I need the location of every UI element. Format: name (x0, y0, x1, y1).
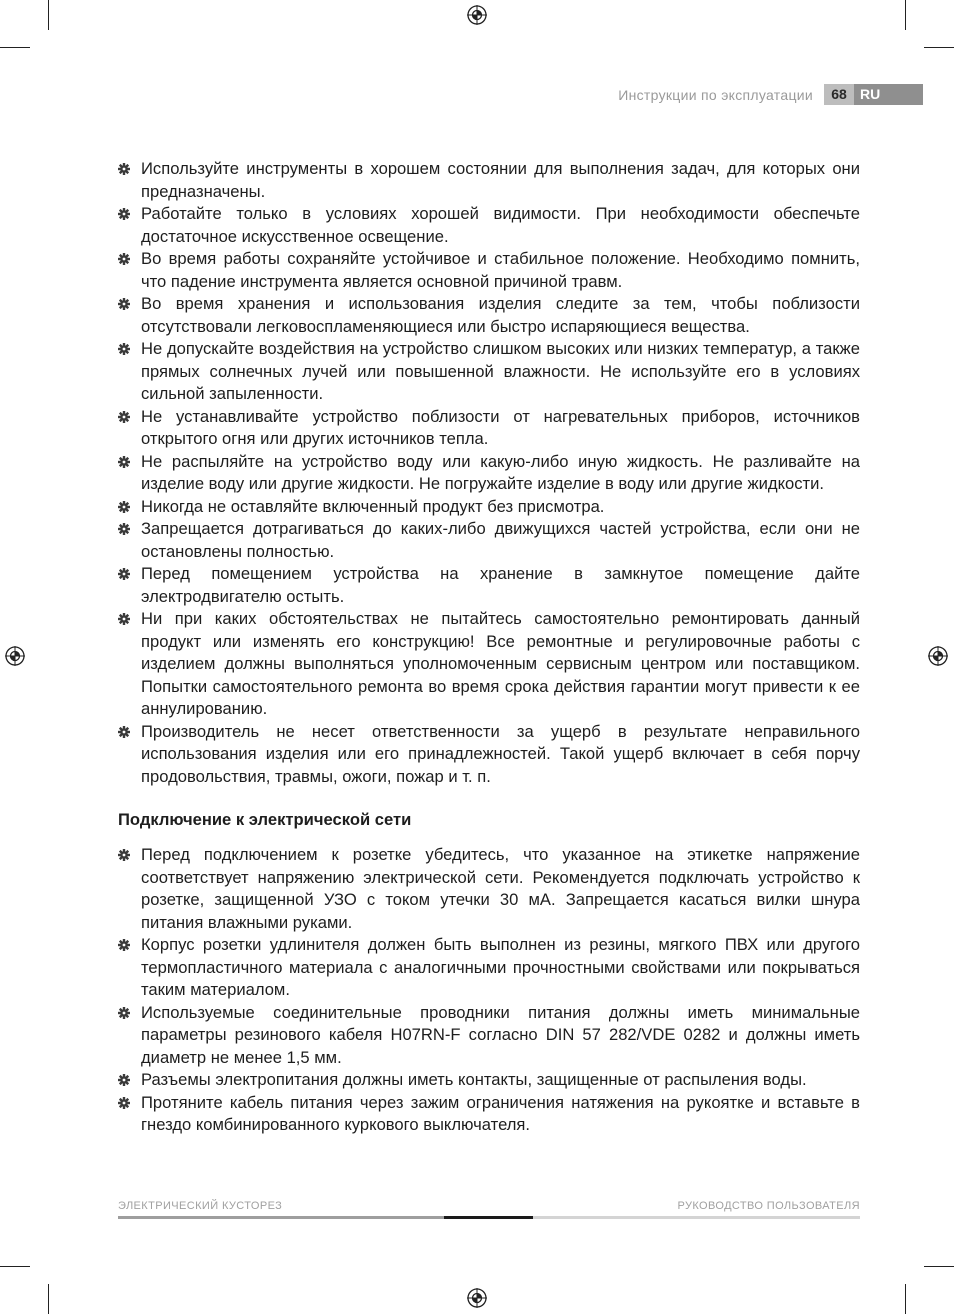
safety-list (118, 158, 860, 788)
list-item (118, 203, 860, 248)
crop-mark (0, 1266, 30, 1267)
list-item-text: Ни при каких обстоятельствах не пытайтесь самостоятельно ремонтировать данный продукт или изменять его конструкцию! Все ремонтные и регулировочные работы с изделием должны выполняться уполномоченным сервисным центром или поставщиком. Попытки самостоятельного ремонта во время срока действия гарантии могут привести к ее аннулированию. (141, 609, 860, 718)
section-heading: Подключение к электрической сети (118, 810, 412, 829)
list-item-text: Работайте только в условиях хорошей видимости. При необходимости обеспечьте достаточное искусственное освещение. (141, 204, 860, 246)
list-item-text: Не допускайте воздействия на устройство слишком высоких или низких температур, а также прямых солнечных лучей или повышенной влажности. Не используйте его в условиях сильной запыленности. (141, 339, 860, 403)
crop-mark (48, 0, 49, 30)
list-item (118, 608, 860, 721)
page-number: 68 (824, 84, 854, 105)
registration-mark-icon (466, 4, 488, 26)
crop-mark (924, 1266, 954, 1267)
gear-bullet-icon (118, 726, 130, 738)
list-item (118, 518, 860, 563)
footer-rule-accent (444, 1216, 533, 1219)
language-badge: RU (854, 84, 923, 105)
list-item (118, 158, 860, 203)
crop-mark (0, 47, 30, 48)
list-item (118, 563, 860, 608)
list-item-text: Используемые соединительные проводники питания должны иметь минимальные параметры резинового кабеля H07RN-F согласно DIN 57 282/VDE 0282 и должны иметь диаметр не менее 1,5 мм. (141, 1002, 860, 1067)
list-item (118, 1002, 860, 1070)
list-item-text: Перед подключением к розетке убедитесь, что указанное на этикетке напряжение соответствует напряжению электрической сети. Рекомендуется подключать устройство к розетке, защищенной УЗО с током утечки 30 мА. Запрещается касаться вилки шнура питания влажными руками. (141, 845, 860, 932)
list-item-text: Во время хранения и использования изделия следите за тем, чтобы поблизости отсутствовали легковоспламеняющиеся или быстро испаряющиеся вещества. (141, 294, 860, 336)
page-content (118, 158, 860, 1137)
gear-bullet-icon (118, 523, 130, 535)
list-item (118, 1069, 860, 1092)
crop-mark (905, 0, 906, 30)
list-item-text: Не устанавливайте устройство поблизости от нагревательных приборов, источников открытого огня или других источников тепла. (141, 406, 860, 448)
list-item-text: Во время работы сохраняйте устойчивое и стабильное положение. Необходимо помнить, что падение инструмента является основной причиной травм. (141, 249, 860, 291)
list-item-text: Корпус розетки удлинителя должен быть выполнен из резины, мягкого ПВХ или другого термопластичного материала с аналогичными прочностными свойствами или покрываться таким материалом. (141, 935, 860, 999)
list-item (118, 451, 860, 496)
footer-product-name: ЭЛЕКТРИЧЕСКИЙ КУСТОРЕЗ (118, 1200, 283, 1212)
crop-mark (905, 1284, 906, 1314)
gear-bullet-icon (118, 1074, 130, 1086)
list-item-text: Никогда не оставляйте включенный продукт без присмотра. (141, 496, 605, 516)
gear-bullet-icon (118, 456, 130, 468)
list-item (118, 844, 860, 934)
list-item (118, 496, 860, 519)
gear-bullet-icon (118, 1097, 130, 1109)
gear-bullet-icon (118, 849, 130, 861)
list-item-text: Запрещается дотрагиваться до каких-либо движущихся частей устройства, если они не остановлены полностью. (141, 519, 860, 561)
electrical-list (118, 844, 860, 1137)
list-item-text: Перед помещением устройства на хранение в замкнутое помещение дайте электродвигателю остыть. (141, 564, 860, 606)
registration-mark-icon (466, 1287, 488, 1309)
list-item (118, 338, 860, 406)
gear-bullet-icon (118, 163, 130, 175)
registration-mark-icon (927, 645, 949, 667)
registration-mark-icon (4, 645, 26, 667)
gear-bullet-icon (118, 1007, 130, 1019)
list-item-text: Разъемы электропитания должны иметь контакты, защищенные от распыления воды. (141, 1070, 807, 1089)
gear-bullet-icon (118, 568, 130, 580)
list-item-text: Не распыляйте на устройство воду или какую-либо иную жидкость. Не разливайте на изделие воду или другие жидкости. Не погружайте изделие в воду или другие жидкости. (141, 451, 860, 493)
gear-bullet-icon (118, 939, 130, 951)
gear-bullet-icon (118, 253, 130, 265)
list-item (118, 721, 860, 789)
list-item (118, 293, 860, 338)
footer-doc-type: РУКОВОДСТВО ПОЛЬЗОВАТЕЛЯ (677, 1200, 860, 1212)
crop-mark (48, 1284, 49, 1314)
crop-mark (924, 47, 954, 48)
footer-rule (533, 1216, 860, 1219)
list-item-text: Используйте инструменты в хорошем состоянии для выполнения задач, для которых они предназначены. (141, 159, 860, 201)
gear-bullet-icon (118, 343, 130, 355)
list-item-text: Протяните кабель питания через зажим ограничения натяжения на рукоятке и вставьте в гнездо комбинированного куркового выключателя. (141, 1092, 860, 1134)
gear-bullet-icon (118, 501, 130, 513)
gear-bullet-icon (118, 613, 130, 625)
gear-bullet-icon (118, 298, 130, 310)
list-item (118, 248, 860, 293)
gear-bullet-icon (118, 411, 130, 423)
footer-rule (118, 1216, 444, 1219)
gear-bullet-icon (118, 208, 130, 220)
list-item (118, 406, 860, 451)
list-item (118, 934, 860, 1002)
list-item (118, 1092, 860, 1137)
list-item-text: Производитель не несет ответственности за ущерб в результате неправильного использования изделия или его принадлежностей. Такой ущерб включает в себя порчу продовольствия, травмы, ожоги, пожар и т. п. (141, 721, 860, 786)
header-title: Инструкции по эксплуатации (618, 87, 813, 103)
